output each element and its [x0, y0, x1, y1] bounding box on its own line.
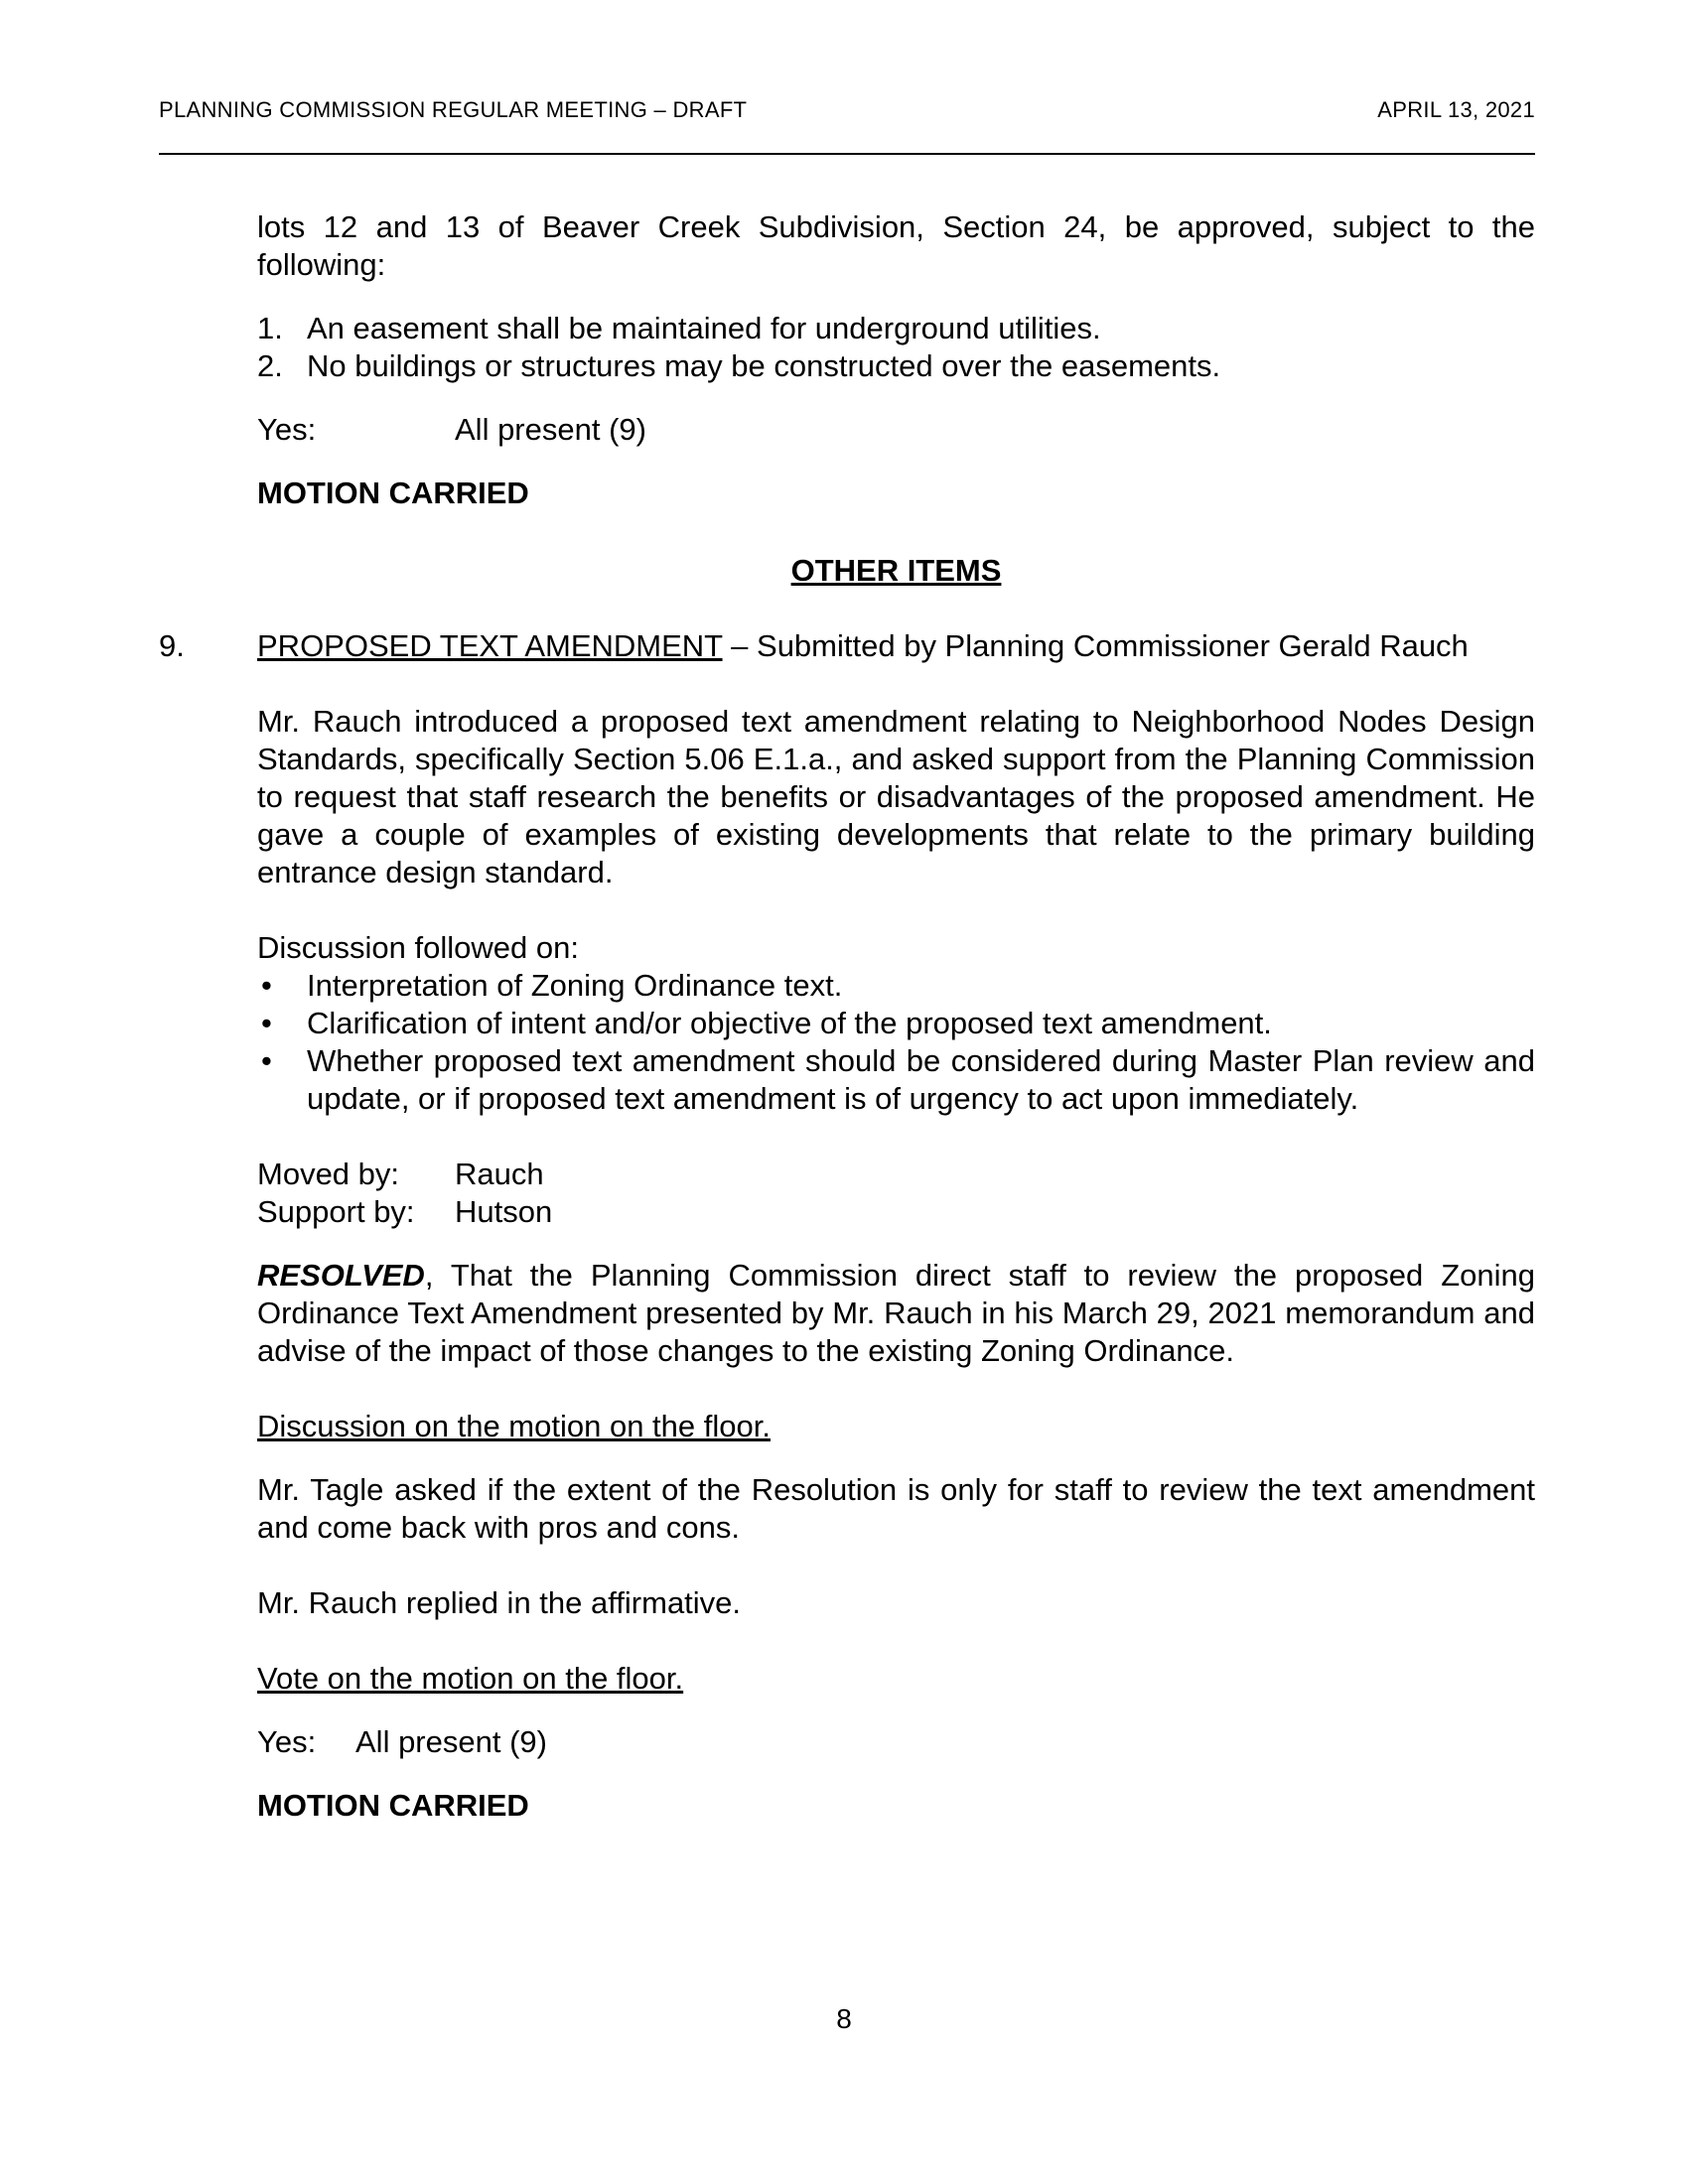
final-vote-value: All present (9)	[355, 1724, 547, 1759]
list-item-text: Clarification of intent and/or objective of the proposed text amendment.	[307, 1006, 1272, 1040]
motion-carried: MOTION CARRIED	[257, 476, 529, 510]
discussion-intro: Discussion followed on:	[257, 930, 579, 965]
list-item-text: Interpretation of Zoning Ordinance text.	[307, 968, 843, 1003]
agenda-item-subtitle: – Submitted by Planning Commissioner Gerald Rauch	[722, 628, 1469, 663]
header-date: APRIL 13, 2021	[1377, 97, 1535, 122]
bullet-icon: •	[261, 1043, 272, 1078]
list-item-text: Whether proposed text amendment should be considered during Master Plan review and update, or if proposed text amendment is of urgency to act upon immediately.	[307, 1043, 1535, 1116]
vote-value: All present (9)	[455, 412, 646, 447]
vote-result-row	[257, 411, 1535, 449]
condition-number: 1.	[257, 311, 283, 345]
list-item	[257, 1042, 1535, 1118]
list-item	[257, 967, 1535, 1005]
final-vote-row	[257, 1723, 1535, 1761]
resolved-lead: RESOLVED	[257, 1258, 425, 1293]
motion-block	[257, 1156, 1535, 1231]
section-heading: OTHER ITEMS	[790, 553, 1002, 588]
final-vote-label: Yes:	[257, 1724, 317, 1759]
bullet-icon: •	[261, 1006, 272, 1040]
list-item	[257, 1005, 1535, 1042]
condition-text: No buildings or structures may be constructed over the easements.	[307, 348, 1221, 383]
moved-by-value: Rauch	[455, 1157, 544, 1191]
moved-by-label: Moved by:	[257, 1157, 400, 1191]
support-by-value: Hutson	[455, 1194, 553, 1229]
discussion-list	[257, 967, 1535, 1118]
condition-number: 2.	[257, 348, 283, 383]
header-title: PLANNING COMMISSION REGULAR MEETING – DRAFT	[159, 97, 748, 122]
condition-text: An easement shall be maintained for underground utilities.	[307, 311, 1101, 345]
tagle-question: Mr. Tagle asked if the extent of the Resolution is only for staff to review the text amendment and come back with pros and cons.	[257, 1472, 1535, 1545]
final-motion-carried: MOTION CARRIED	[257, 1788, 529, 1823]
intro-paragraph: Mr. Rauch introduced a proposed text amendment relating to Neighborhood Nodes Design Standards, specifically Section 5.06 E.1.a., and asked support from the Planning Commission to request that staff research the benefits or disadvantages of the proposed amendment. He gave a couple of examples of existing developments that relate to the primary building entrance design standard.	[257, 704, 1535, 889]
bullet-icon: •	[261, 968, 272, 1003]
vote-heading: Vote on the motion on the floor.	[257, 1661, 684, 1696]
moved-by-row	[257, 1156, 1535, 1193]
support-by-row	[257, 1193, 1535, 1231]
support-by-label: Support by:	[257, 1194, 415, 1229]
resolved-text: , That the Planning Commission direct staff to review the proposed Zoning Ordinance Text Amendment presented by Mr. Rauch in his March 29, 2021 memorandum and advise of the impact of those changes to the existing Zoning Ordinance.	[257, 1258, 1535, 1368]
resolution-paragraph	[257, 1257, 1535, 1370]
page-number: 8	[836, 2003, 852, 2034]
agenda-item-heading	[159, 627, 1535, 665]
conditions-list	[257, 310, 1535, 385]
rauch-reply: Mr. Rauch replied in the affirmative.	[257, 1585, 742, 1620]
condition-item	[257, 310, 1535, 347]
agenda-item-title: PROPOSED TEXT AMENDMENT	[257, 628, 723, 663]
vote-label: Yes:	[257, 412, 317, 447]
condition-item	[257, 347, 1535, 385]
page-header	[159, 97, 1535, 155]
continuation-paragraph: lots 12 and 13 of Beaver Creek Subdivision, Section 24, be approved, subject to the following:	[257, 209, 1535, 282]
agenda-item-number: 9.	[159, 628, 185, 663]
document-body	[159, 208, 1535, 1825]
discussion-heading: Discussion on the motion on the floor.	[257, 1409, 771, 1443]
